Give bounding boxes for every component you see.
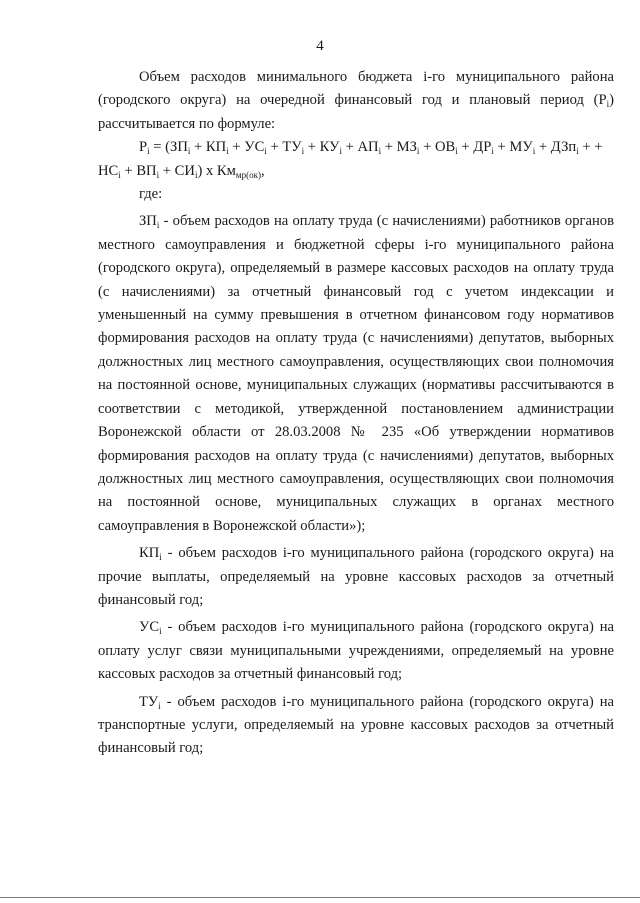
- subscript-index: i: [455, 146, 458, 157]
- subscript-index: i: [264, 146, 267, 157]
- subscript-index: i: [118, 169, 121, 180]
- paragraph-where: [98, 183, 614, 206]
- subscript-index: i: [156, 220, 160, 231]
- text-run: Объем расходов минимального бюджета i-го муниципального района (городского округа) на очередной финансовый год и плановый период (P: [98, 69, 614, 109]
- subscript-index: мр(ок): [235, 169, 261, 180]
- text-run: + МУ: [493, 139, 533, 156]
- subscript-index: i: [576, 146, 579, 157]
- text-run: - объем расходов i-го муниципального района (городского округа) на транспортные услуги, определяемый на уровне кассовых расходов за отчетный финансовый год;: [98, 693, 614, 757]
- page-number: 4: [316, 38, 324, 54]
- text-run: ) рассчитывается по формуле:: [98, 92, 614, 132]
- document-body: [98, 66, 614, 761]
- subscript-index: i: [532, 146, 536, 157]
- subscript-index: i: [226, 146, 229, 157]
- paragraph-formula: [98, 136, 614, 183]
- text-run: + КУ: [304, 139, 340, 156]
- subscript-index: i: [156, 169, 160, 180]
- paragraph-definition: [98, 616, 614, 686]
- subscript-index: i: [159, 626, 162, 637]
- text-run: = (ЗП: [149, 139, 188, 156]
- text-run: + ДР: [457, 139, 492, 156]
- subscript-index: i: [378, 146, 382, 157]
- text-run: + КП: [190, 139, 227, 156]
- text-run: P: [139, 139, 148, 156]
- text-run: + ОВ: [419, 139, 456, 156]
- text-run: + ВП: [120, 162, 157, 179]
- subscript-index: i: [147, 146, 150, 157]
- text-run: ,: [260, 162, 265, 179]
- subscript-index: i: [491, 146, 494, 157]
- text-run: ) x Км: [197, 162, 236, 179]
- paragraph-definition: [98, 691, 614, 761]
- subscript-index: i: [301, 146, 305, 157]
- text-run: - объем расходов i-го муниципального района (городского округа) на прочие выплаты, определяемый на уровне кассовых расходов за отчетный финансовый год;: [98, 545, 614, 608]
- text-run: - объем расходов на оплату труда (с начислениями) работников органов местного самоуправления и бюджетной сферы i-го муниципального района (городского округа), определяемый в размере кассовых расходов на оплату труда (с начислениями) за отчетный финансовый год с учетом индексации и уменьшенный на сумму превышения в отчетном финансовом году нормативов формирования расходов на оплату труда (с начислениями) депутатов, выборных должностных лиц местного самоуправления, осуществляющих свои полномочия на постоянной основе, муниципальных служащих (нормативы рассчитываются в соответствии с методикой, утвержденной постановлением администрации Воронежской области от 28.03.2008 № 235 «Об утверждении нормативов формирования расходов на оплату труда (с начислениями) депутатов, выборных должностных лиц местного самоуправления, осуществляющих свои полномочия на постоянной основе, муниципальных служащих в органах местного самоуправления в Воронежской области»);: [98, 213, 614, 534]
- subscript-index: i: [159, 552, 162, 563]
- paragraph-definition: [98, 542, 614, 612]
- page-bottom-rule: [0, 897, 640, 898]
- text-run: - объем расходов i-го муниципального района (городского округа) на оплату услуг связи муниципальными учреждениями, определяемый на уровне кассовых расходов за отчетный финансовый год;: [98, 619, 614, 683]
- subscript-index: i: [339, 146, 342, 157]
- text-run: + + НС: [98, 139, 603, 179]
- subscript-index: i: [187, 146, 191, 157]
- text-run: УС: [139, 619, 160, 636]
- paragraph-definition: [98, 210, 614, 538]
- subscript-index: i: [158, 700, 161, 711]
- text-run: + УС: [228, 139, 265, 156]
- subscript-index: i: [416, 146, 420, 157]
- text-run: + АП: [341, 139, 379, 156]
- text-run: + ТУ: [266, 139, 302, 156]
- text-run: КП: [139, 545, 160, 562]
- text-run: ТУ: [139, 693, 159, 710]
- paragraph-intro: [98, 66, 614, 136]
- text-run: ЗП: [139, 213, 157, 230]
- text-run: + СИ: [159, 162, 195, 179]
- text-run: + МЗ: [381, 139, 417, 156]
- text-run: где:: [139, 186, 163, 203]
- subscript-index: i: [194, 169, 198, 180]
- subscript-index: i: [606, 99, 610, 110]
- text-run: + ДЗп: [535, 139, 577, 156]
